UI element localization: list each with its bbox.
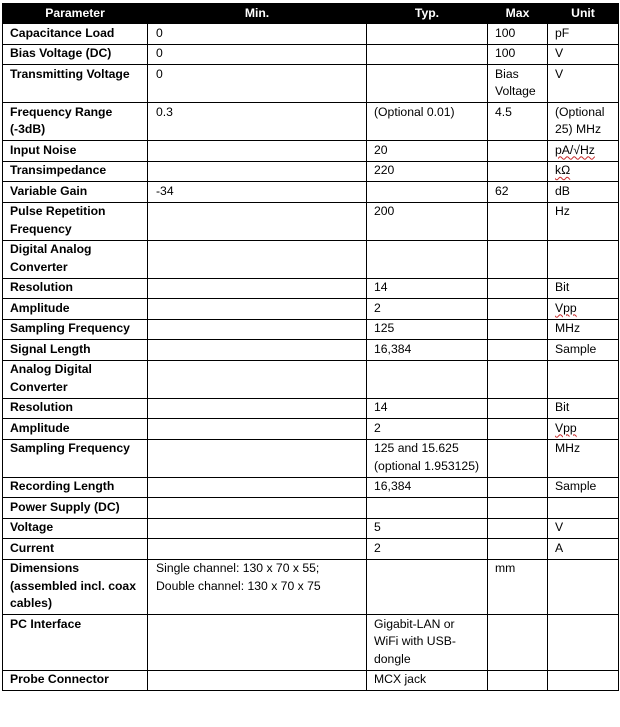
cell-max	[488, 360, 548, 398]
cell-unit	[548, 398, 619, 419]
cell-max	[488, 498, 548, 519]
cell-max	[488, 319, 548, 340]
cell-unit	[548, 202, 619, 240]
cell-unit	[548, 44, 619, 65]
cell-param-text: Signal Length	[10, 341, 91, 356]
cell-param-text: Pulse Repetition Frequency	[10, 204, 106, 236]
cell-typ	[367, 439, 488, 477]
cell-typ	[367, 278, 488, 299]
cell-typ-text: 16,384	[374, 479, 412, 493]
cell-min	[148, 182, 367, 203]
table-row	[3, 615, 619, 671]
cell-unit-text: MHz	[555, 441, 581, 455]
cell-param	[3, 278, 148, 299]
cell-min	[148, 103, 367, 141]
cell-param-text: Digital Analog Converter	[10, 242, 92, 274]
cell-typ-text: 2	[374, 300, 381, 315]
cell-max	[488, 202, 548, 240]
cell-unit-text: A	[555, 540, 564, 555]
cell-unit-text: Bit	[555, 280, 570, 294]
cell-param	[3, 141, 148, 162]
table-row	[3, 559, 619, 615]
cell-max	[488, 419, 548, 440]
cell-param-text: Current	[10, 540, 55, 555]
table-row	[3, 44, 619, 65]
header-unit: Unit	[548, 4, 619, 24]
cell-max	[488, 44, 548, 65]
cell-typ-text: MCX jack	[374, 672, 427, 686]
cell-unit	[548, 103, 619, 141]
cell-param-text: Resolution	[10, 280, 73, 294]
cell-unit-text: Sample	[555, 479, 597, 493]
cell-typ-text: 125	[374, 321, 395, 335]
table-row	[3, 360, 619, 398]
cell-param-text: PC Interface	[10, 616, 82, 631]
cell-param	[3, 439, 148, 477]
cell-param	[3, 161, 148, 182]
cell-unit	[548, 498, 619, 519]
cell-max-text: Bias Voltage	[495, 66, 536, 98]
cell-unit	[548, 299, 619, 320]
cell-typ-text: 14	[374, 280, 388, 294]
cell-typ-text: 200	[374, 204, 395, 218]
cell-unit	[548, 340, 619, 361]
table-row	[3, 319, 619, 340]
table-row	[3, 398, 619, 419]
cell-min	[148, 240, 367, 278]
cell-max	[488, 141, 548, 162]
cell-param	[3, 477, 148, 498]
cell-param	[3, 559, 148, 615]
cell-max	[488, 299, 548, 320]
cell-min-text: Single channel: 130 x 70 x 55; Double channel: 130 x 70 x 75	[156, 561, 321, 593]
cell-typ	[367, 24, 488, 45]
cell-param-text: Frequency Range (-3dB)	[10, 104, 113, 136]
cell-unit	[548, 65, 619, 103]
cell-param	[3, 360, 148, 398]
cell-typ	[367, 202, 488, 240]
cell-typ	[367, 615, 488, 671]
cell-unit-text: pF	[555, 25, 570, 40]
table-row	[3, 103, 619, 141]
cell-unit-text: V	[555, 520, 564, 534]
cell-unit	[548, 559, 619, 615]
table-row	[3, 299, 619, 320]
cell-unit	[548, 539, 619, 560]
cell-param-text: Sampling Frequency	[10, 321, 130, 335]
table-row	[3, 670, 619, 691]
cell-param-text: Bias Voltage (DC)	[10, 46, 112, 60]
cell-max	[488, 539, 548, 560]
cell-typ-text: (Optional 0.01)	[374, 104, 455, 119]
header-typ: Typ.	[367, 4, 488, 24]
cell-max	[488, 670, 548, 691]
cell-param-text: Analog Digital Converter	[10, 362, 92, 394]
cell-typ	[367, 518, 488, 539]
table-row	[3, 65, 619, 103]
cell-param	[3, 539, 148, 560]
cell-typ-text: 125 and 15.625 (optional 1.953125)	[374, 441, 480, 473]
cell-min	[148, 65, 367, 103]
cell-param	[3, 240, 148, 278]
cell-unit-text: Sample	[555, 341, 597, 356]
cell-min	[148, 518, 367, 539]
cell-max	[488, 398, 548, 419]
cell-unit-text: Vpp	[555, 300, 577, 315]
cell-unit-text: Hz	[555, 204, 570, 218]
cell-param	[3, 319, 148, 340]
cell-max-text: 100	[495, 46, 516, 60]
cell-typ	[367, 539, 488, 560]
cell-min	[148, 398, 367, 419]
cell-min	[148, 278, 367, 299]
cell-min	[148, 24, 367, 45]
cell-unit-text: Vpp	[555, 420, 577, 435]
cell-max	[488, 477, 548, 498]
cell-typ	[367, 182, 488, 203]
cell-param-text: Amplitude	[10, 300, 70, 315]
cell-param-text: Voltage	[10, 520, 54, 534]
cell-param	[3, 103, 148, 141]
cell-param	[3, 24, 148, 45]
cell-unit-text: dB	[555, 183, 570, 198]
cell-min	[148, 319, 367, 340]
table-row	[3, 240, 619, 278]
cell-typ-text: 14	[374, 400, 388, 414]
cell-min	[148, 202, 367, 240]
cell-param	[3, 670, 148, 691]
cell-unit	[548, 439, 619, 477]
cell-max	[488, 340, 548, 361]
cell-unit	[548, 161, 619, 182]
table-body	[3, 24, 619, 691]
cell-unit	[548, 615, 619, 671]
cell-typ-text: 2	[374, 420, 381, 435]
cell-param-text: Probe Connector	[10, 672, 109, 686]
cell-unit-text: Bit	[555, 400, 570, 414]
cell-unit	[548, 419, 619, 440]
cell-typ	[367, 340, 488, 361]
cell-min	[148, 539, 367, 560]
cell-max	[488, 103, 548, 141]
cell-param	[3, 498, 148, 519]
cell-param-text: Recording Length	[10, 479, 115, 493]
table-row	[3, 141, 619, 162]
cell-max	[488, 240, 548, 278]
cell-typ	[367, 477, 488, 498]
table-row	[3, 419, 619, 440]
cell-max	[488, 161, 548, 182]
cell-param	[3, 398, 148, 419]
cell-unit-text: V	[555, 46, 564, 60]
cell-min	[148, 419, 367, 440]
cell-max-text: 62	[495, 183, 509, 198]
cell-typ	[367, 419, 488, 440]
cell-typ-text: 220	[374, 163, 395, 177]
cell-typ	[367, 103, 488, 141]
cell-typ	[367, 559, 488, 615]
header-max: Max	[488, 4, 548, 24]
cell-typ-text: Gigabit-LAN or WiFi with USB-dongle	[374, 616, 456, 666]
table-row	[3, 278, 619, 299]
cell-unit	[548, 240, 619, 278]
cell-param	[3, 182, 148, 203]
cell-min-text: 0	[156, 46, 163, 60]
cell-param	[3, 340, 148, 361]
cell-typ	[367, 44, 488, 65]
cell-min	[148, 559, 367, 615]
cell-max-text: 4.5	[495, 104, 512, 119]
cell-max	[488, 24, 548, 45]
cell-param-text: Input Noise	[10, 142, 77, 157]
cell-unit-text: (Optional 25) MHz	[555, 104, 605, 136]
header-parameter: Parameter	[3, 4, 148, 24]
cell-param	[3, 299, 148, 320]
cell-typ	[367, 360, 488, 398]
cell-typ	[367, 240, 488, 278]
cell-max-text: mm	[495, 561, 516, 575]
cell-unit	[548, 24, 619, 45]
cell-min	[148, 439, 367, 477]
cell-typ	[367, 319, 488, 340]
cell-min	[148, 141, 367, 162]
cell-unit	[548, 518, 619, 539]
table-row	[3, 161, 619, 182]
header-row	[3, 4, 619, 24]
cell-param-text: Resolution	[10, 400, 73, 414]
cell-param	[3, 615, 148, 671]
cell-typ	[367, 498, 488, 519]
cell-param-text: Variable Gain	[10, 183, 88, 198]
cell-typ-text: 20	[374, 142, 388, 157]
cell-param-text: Power Supply (DC)	[10, 499, 120, 514]
cell-min	[148, 498, 367, 519]
cell-unit	[548, 670, 619, 691]
cell-typ	[367, 141, 488, 162]
table-row	[3, 518, 619, 539]
cell-unit-text: kΩ	[555, 163, 571, 177]
cell-unit	[548, 278, 619, 299]
cell-min-text: 0.3	[156, 104, 173, 119]
table-row	[3, 498, 619, 519]
cell-min	[148, 477, 367, 498]
cell-min	[148, 340, 367, 361]
cell-min	[148, 299, 367, 320]
cell-unit-text: MHz	[555, 321, 581, 335]
header-min: Min.	[148, 4, 367, 24]
cell-min	[148, 360, 367, 398]
cell-unit	[548, 182, 619, 203]
table-row	[3, 439, 619, 477]
cell-max	[488, 182, 548, 203]
cell-unit-text: pA/√Hz	[555, 142, 595, 157]
cell-param-text: Transmitting Voltage	[10, 66, 130, 81]
cell-max	[488, 559, 548, 615]
cell-typ	[367, 670, 488, 691]
cell-param-text: Transimpedance	[10, 163, 107, 177]
cell-typ	[367, 65, 488, 103]
cell-param-text: Capacitance Load	[10, 25, 115, 40]
cell-unit-text: V	[555, 66, 564, 81]
cell-param	[3, 65, 148, 103]
cell-typ-text: 16,384	[374, 341, 412, 356]
cell-typ	[367, 299, 488, 320]
cell-param	[3, 419, 148, 440]
table-row	[3, 24, 619, 45]
cell-min	[148, 44, 367, 65]
cell-max	[488, 615, 548, 671]
table-row	[3, 182, 619, 203]
cell-min	[148, 670, 367, 691]
cell-unit	[548, 360, 619, 398]
cell-param-text: Amplitude	[10, 420, 70, 435]
cell-max	[488, 518, 548, 539]
cell-param	[3, 44, 148, 65]
cell-param	[3, 518, 148, 539]
spec-table-container	[2, 3, 619, 691]
table-row	[3, 477, 619, 498]
table-row	[3, 202, 619, 240]
cell-unit	[548, 319, 619, 340]
cell-max	[488, 439, 548, 477]
cell-typ	[367, 398, 488, 419]
cell-min	[148, 615, 367, 671]
cell-min-text: -34	[156, 183, 174, 198]
cell-max	[488, 65, 548, 103]
table-row	[3, 539, 619, 560]
cell-param	[3, 202, 148, 240]
cell-typ-text: 5	[374, 520, 381, 534]
specifications-table	[2, 3, 619, 691]
cell-typ	[367, 161, 488, 182]
cell-max	[488, 278, 548, 299]
cell-min-text: 0	[156, 25, 163, 40]
cell-typ-text: 2	[374, 540, 381, 555]
cell-param-text: Sampling Frequency	[10, 441, 130, 455]
cell-param-text: Dimensions (assembled incl. coax cables)	[10, 561, 136, 610]
table-row	[3, 340, 619, 361]
cell-max-text: 100	[495, 25, 516, 40]
cell-unit	[548, 477, 619, 498]
cell-min	[148, 161, 367, 182]
cell-min-text: 0	[156, 66, 163, 81]
cell-unit	[548, 141, 619, 162]
